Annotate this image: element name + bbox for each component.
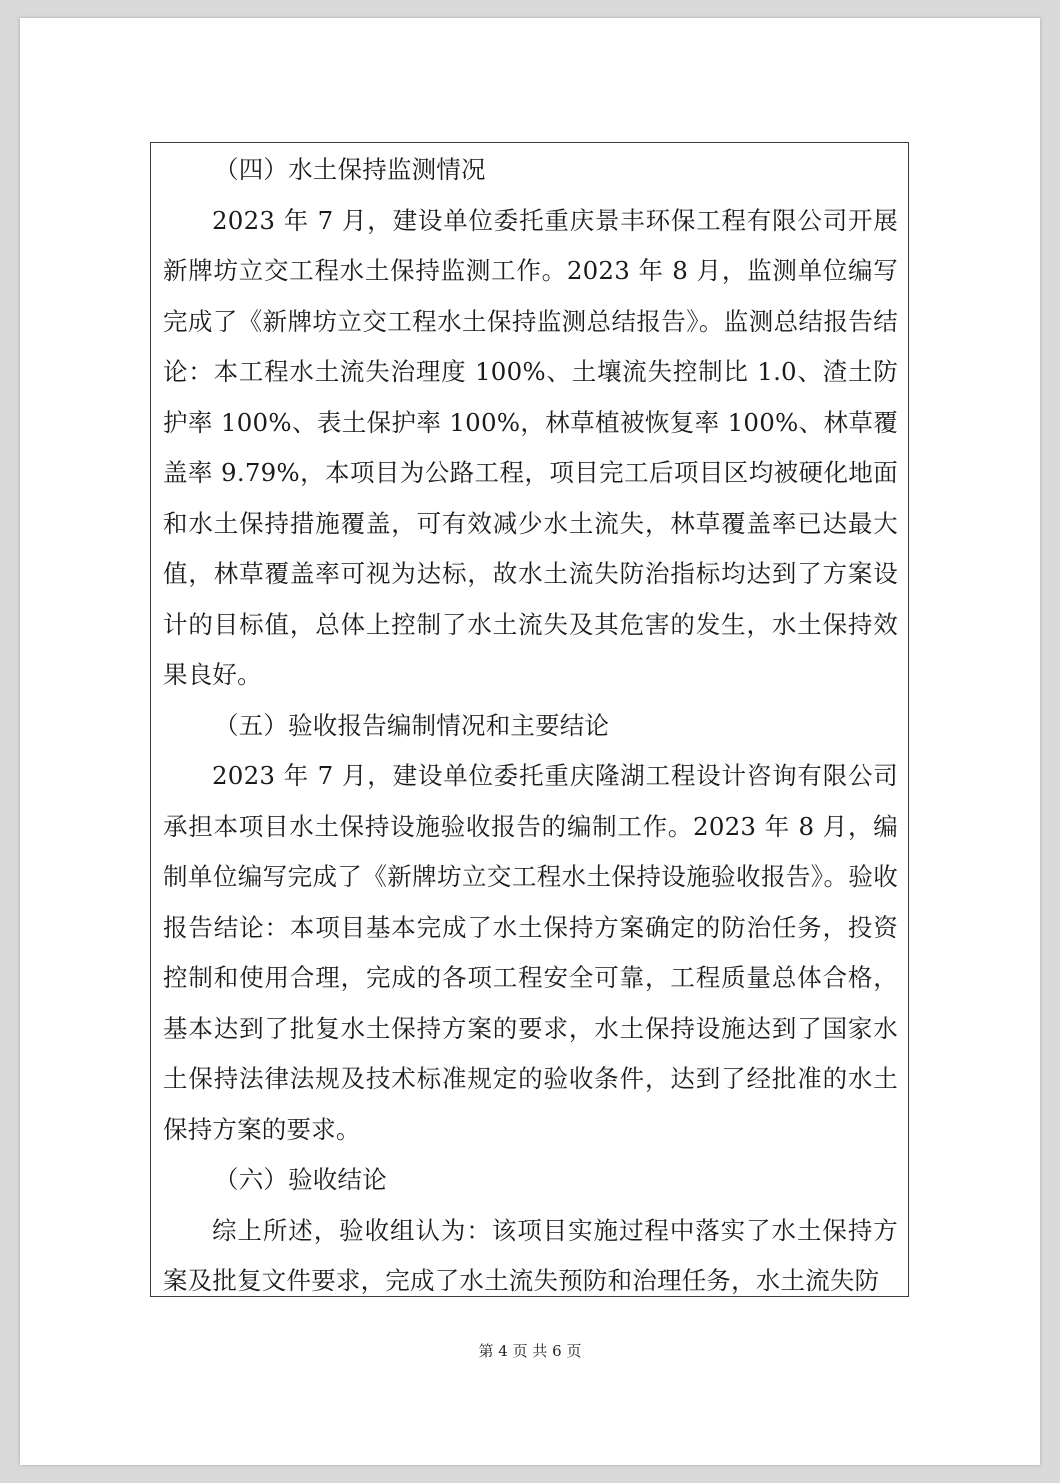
section-heading-monitoring: （四）水土保持监测情况	[214, 155, 486, 184]
section-paragraph-conclusion: 综上所述，验收组认为：该项目实施过程中落实了水土保持方案及批复文件要求，完成了水土流失预防和治理任务，水土流失防	[163, 1215, 898, 1295]
document-page	[20, 18, 1040, 1465]
content-frame	[150, 142, 909, 1297]
section-heading-report: （五）验收报告编制情况和主要结论	[214, 710, 610, 740]
section-paragraph-monitoring: 2023 年 7 月，建设单位委托重庆景丰环保工程有限公司开展新牌坊立交工程水土保持监测工作。2023 年 8 月，监测单位编写完成了《新牌坊立交工程水土保持监测总结报告》。监测总结报告结论：本工程水土流失治理度 100%、土壤流失控制比 1.0、渣土防护率 100%、表土保护率 100%，林草植被恢复率 100%、林草覆盖率 9.79%，本项目为公路工程，项目完工后项目区均被硬化地面和水土保持措施覆盖，可有效减少水土流失，林草覆盖率已达最大值，林草覆盖率可视为达标，故水土流失防治指标均达到了方案设计的目标值，总体上控制了水土流失及其危害的发生，水土保持效果良好。	[163, 205, 898, 689]
section-heading-conclusion: （六）验收结论	[214, 1165, 387, 1194]
content-body	[163, 145, 898, 1297]
page-footer: 第 4 页 共 6 页	[478, 1342, 582, 1360]
section-paragraph-report: 2023 年 7 月，建设单位委托重庆隆湖工程设计咨询有限公司承担本项目水土保持设施验收报告的编制工作。2023 年 8 月，编制单位编写完成了《新牌坊立交工程水土保持设施验收报告》。验收报告结论：本项目基本完成了水土保持方案确定的防治任务，投资控制和使用合理，完成的各项工程安全可靠，工程质量总体合格，基本达到了批复水土保持方案的要求，水土保持设施达到了国家水土保持法律法规及技术标准规定的验收条件，达到了经批准的水土保持方案的要求。	[163, 761, 898, 1144]
